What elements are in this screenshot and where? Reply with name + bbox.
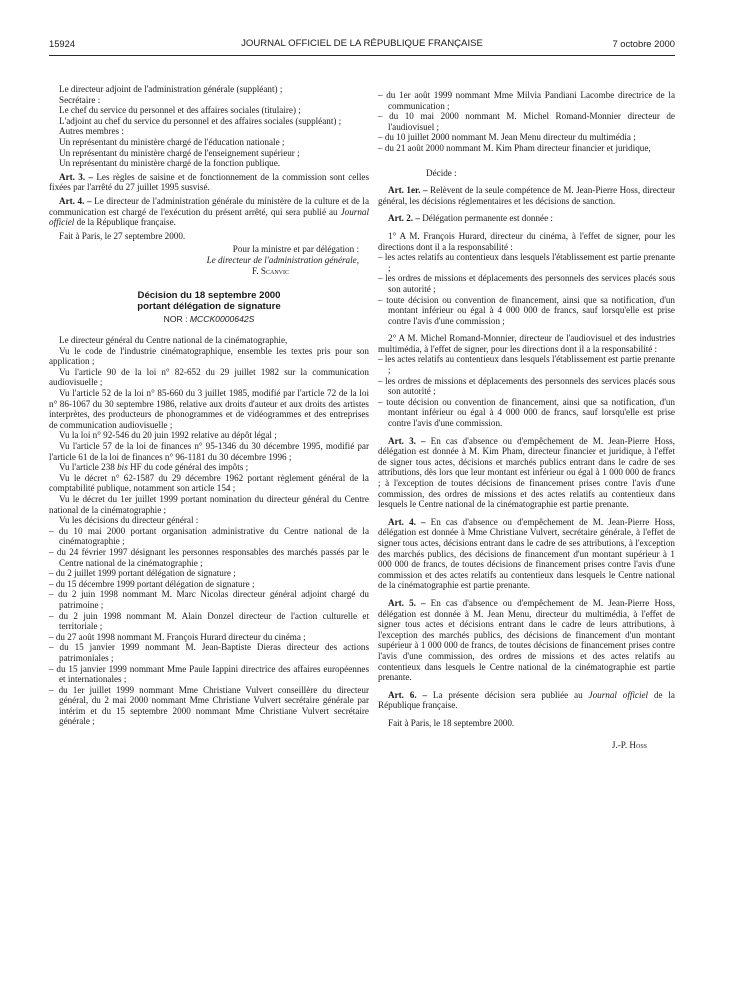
article-5: [378, 598, 675, 683]
decision-item: – du 24 février 1997 désignant les personnes responsables des marchés passés par le Centre national de la cinématographie ;: [49, 546, 369, 568]
preamble-line: Vu l'article 238 bis HF du code général des impôts ;: [59, 462, 249, 473]
article-3-left: [49, 172, 369, 193]
article-6: [378, 690, 675, 711]
decision-item: – du 15 janvier 1999 nommant M. Jean-Baptiste Dieras directeur des actions patrimoniales ;: [49, 642, 369, 663]
article-label: Art. 5. –: [388, 597, 426, 608]
signature-pour: Pour la ministre et par délégation :: [232, 244, 359, 255]
member-line: Secrétaire :: [59, 94, 101, 105]
header-rule: [49, 55, 675, 56]
journal-officiel-ref: Journal officiel: [49, 206, 369, 228]
article-4: [378, 517, 675, 591]
delegation-item: – les actes relatifs au contentieux dans lesquels l'établissement est partie prenante ;: [378, 354, 675, 376]
decide-heading: Décide :: [426, 167, 457, 178]
article-text: En cas d'absence ou d'empêchement de M. Jean-Pierre Hoss, délégation est donnée à M. Jean Menu, directeur du multimédia, à l'effet de signer tous actes et décisions entrant dans le cadre de leurs attributions, à l'exception des marchés publics, des décisions de financement d'un montant supérieur à 1 000 000 de francs, de toutes décisions de financement prises contre l'avis d'une commission, des ordres de missions et des actes relatifs au contentieux dans lesquels le Centre national de la cinématographie est partie prenante.: [378, 597, 675, 683]
delegation-item: – les ordres de missions et déplacements des personnels des services placés sous son autorité ;: [378, 375, 675, 397]
article-text: Les règles de saisine et de fonctionnement de la commission sont celles fixées par l'arrêté du 27 juillet 1995 susvisé.: [49, 171, 369, 193]
article-label: Art. 6. –: [388, 689, 428, 700]
article-text: Relèvent de la seule compétence de M. Jean-Pierre Hoss, directeur général, les décisions réglementaires et les décisions de sanction.: [378, 185, 675, 206]
decision-item: – du 1er août 1999 nommant Mme Milvia Pandiani Lacombe directrice de la communication ;: [378, 90, 675, 111]
signature-name: F. Scanvic: [252, 265, 289, 276]
left-column: [49, 84, 369, 727]
page-header: [49, 38, 675, 54]
article-label: Art. 1er. –: [388, 185, 428, 196]
article-1: [378, 185, 675, 206]
fait-a-paris: Fait à Paris, le 18 septembre 2000.: [388, 717, 515, 728]
delegation-item: – les ordres de missions et déplacements des personnels des services placés sous son autorité ;: [378, 273, 675, 294]
preamble-line: Vu le décret n° 62-1587 du 29 décembre 1962 portant règlement général de la comptabilité publique, notamment son article 154 ;: [49, 472, 369, 494]
article-text: de la République française.: [74, 217, 176, 228]
signature-role: Le directeur de l'administration générale,: [206, 254, 359, 265]
member-line: Autres membres :: [59, 126, 124, 137]
signature-name: J.-P. Hoss: [611, 740, 647, 751]
article-label: Art. 3. –: [59, 171, 94, 182]
article-text: Délégation permanente est donnée :: [419, 213, 553, 224]
article-text: Le directeur de l'administration générale du ministère de la culture et de la communication est chargé de l'exécution du présent arrêté, qui sera publié au: [49, 195, 369, 217]
member-line: Un représentant du ministère chargé de la fonction publique.: [59, 158, 281, 169]
article-4-left: [49, 196, 369, 228]
member-line: Un représentant du ministère chargé de l'éducation nationale ;: [59, 136, 285, 147]
member-line: Un représentant du ministère chargé de l'enseignement supérieur ;: [59, 147, 300, 158]
journal-officiel-ref: Journal officiel: [588, 689, 649, 700]
member-line: Le directeur adjoint de l'administration générale (suppléant) ;: [59, 84, 283, 94]
article-text: En cas d'absence ou d'empêchement de M. Jean-Pierre Hoss, délégation est donnée à Mme Christiane Vulvert, secrétaire générale, à l'effet de signer tous actes, décisions entrant dans le cadre de ses attributions, à l'exception des marchés publics, des décisions de financement d'un montant supérieur à 1 000 000 de francs, de toutes décisions de financement prises contre l'avis d'une commission et des actes relatifs au contentieux dans lesquels le Centre national de la cinématographie est partie prenante.: [378, 516, 675, 591]
article-2: [378, 213, 675, 224]
decision-item: – du 2 juillet 1999 portant délégation de signature ;: [49, 568, 236, 579]
page-number: 15924: [49, 38, 76, 49]
article-label: Art. 3. –: [388, 435, 426, 446]
decision-item: – du 15 janvier 1999 nommant Mme Paule Iappini directrice des affaires européennes et internationales ;: [49, 663, 369, 685]
article-text: La présente décision sera publiée au: [427, 689, 589, 700]
decision-item: – du 10 juillet 2000 nommant M. Jean Menu directeur du multimédia ;: [378, 132, 636, 143]
article-text: En cas d'absence ou d'empêchement de M. Jean-Pierre Hoss, délégation est donnée à M. Kim Pham, directeur financier et juridique, à l'effet de signer tous actes, décisions et marchés publics entrant dans le cadre de ses attributions, dès lors que leur montant est inférieur ou égal à 1 000 000 de francs ; à l'exception de toutes décisions de financement prises contre l'avis d'une commission, des ordres de missions et des actes relatifs au contentieux dans lesquels le Centre national de la cinématographie est partie prenante.: [378, 435, 675, 510]
right-column: [378, 90, 675, 751]
issue-date: 7 octobre 2000: [612, 38, 675, 49]
delegation-item: – toute décision ou convention de financement, ainsi que sa notification, d'un montant inférieur ou égal à 4 000 000 de francs, sauf lorsqu'elle est prise contre l'avis d'une commission.: [378, 396, 675, 429]
decision-item: – du 2 juin 1998 nommant M. Alain Donzel directeur de l'action culturelle et territoriale ;: [49, 610, 369, 632]
article-label: Art. 4. –: [59, 195, 92, 206]
member-line: L'adjoint au chef du service du personnel et des affaires sociales (suppléant) ;: [59, 115, 342, 126]
decision-item: – du 21 août 2000 nommant M. Kim Pham directeur financier et juridique,: [378, 142, 651, 153]
preamble-line: Vu l'article 52 de la loi n° 85-660 du 3 juillet 1985, modifié par l'article 72 de la loi n° 86-1067 du 30 septembre 1986, relative aux droits d'auteur et aux droits des artistes interprètes, des producteurs de phonogrammes et de vidéogrammes et des entreprises de communication audiovisuelle ;: [49, 388, 369, 430]
preamble-line: Vu les décisions du directeur général :: [59, 515, 199, 526]
preamble-line: Vu la loi n° 92-546 du 20 juin 1992 relative au dépôt légal ;: [59, 430, 277, 441]
article-label: Art. 4. –: [388, 516, 426, 527]
preamble-line: Vu l'article 57 de la loi de finances n° 95-1346 du 30 décembre 1995, modifié par l'article 61 de la loi de finances n° 96-1181 du 30 décembre 1996 ;: [49, 441, 369, 462]
fait-a-paris: Fait à Paris, le 27 septembre 2000.: [59, 230, 186, 241]
preamble-line: Vu le décret du 1er juillet 1999 portant nomination du directeur général du Centre national de la cinématographie ;: [49, 494, 369, 515]
preamble-line: Le directeur général du Centre national de la cinématographie,: [59, 335, 288, 346]
delegation-hurard: 1° A M. François Hurard, directeur du cinéma, à l'effet de signer, pour les directions dont il a la responsabilité :: [378, 230, 675, 252]
delegation-item: – les actes relatifs au contentieux dans lesquels l'établissement est partie prenante ;: [378, 252, 675, 273]
decision-item: – du 15 décembre 1999 portant délégation de signature ;: [49, 578, 255, 589]
nor-reference: NOR : MCCK0000642S: [163, 314, 255, 325]
delegation-romand-monnier: 2° A M. Michel Romand-Monnier, directeur de l'audiovisuel et des industries multimédia, à l'effet de signer, pour les directions dont il a la responsabilité :: [378, 333, 675, 354]
preamble-line: Vu le code de l'industrie cinématographique, ensemble les textes pris pour son application ;: [49, 345, 369, 367]
article-label: Art. 2. –: [388, 213, 420, 224]
article-text: de la République française.: [378, 689, 675, 711]
delegation-item: – toute décision ou convention de financement, ainsi que sa notification, d'un montant inférieur ou égal à 4 000 000 de francs, sauf lorsqu'elle est prise contre l'avis d'une commission ;: [378, 294, 675, 326]
member-line: Le chef du service du personnel et des affaires sociales (titulaire) ;: [59, 105, 301, 116]
preamble-line: Vu l'article 90 de la loi n° 82-652 du 29 juillet 1982 sur la communication audiovisuelle ;: [49, 366, 369, 388]
decision-item: – du 2 juin 1998 nommant M. Marc Nicolas directeur général adjoint chargé du patrimoine ;: [49, 589, 369, 610]
article-3: [378, 436, 675, 510]
decision-item: – du 27 août 1998 nommant M. François Hurard directeur du cinéma ;: [49, 631, 306, 642]
decision-item: – du 10 mai 2000 portant organisation administrative du Centre national de la cinématographie ;: [49, 525, 369, 547]
decision-item: – du 10 mai 2000 nommant M. Michel Romand-Monnier directeur de l'audiovisuel ;: [378, 111, 675, 132]
decision-item: – du 1er juillet 1999 nommant Mme Christiane Vulvert conseillère du directeur général, du 2 mai 2000 nommant Mme Christiane Vulvert secrétaire générale par intérim et du 15 septembre 2000 nommant Mme Christiane Vulvert secrétaire générale ;: [49, 684, 369, 727]
decision-title: Décision du 18 septembre 2000 portant délégation de signature: [137, 290, 281, 313]
journal-title: JOURNAL OFFICIEL DE LA RÉPUBLIQUE FRANÇAISE: [241, 38, 483, 49]
